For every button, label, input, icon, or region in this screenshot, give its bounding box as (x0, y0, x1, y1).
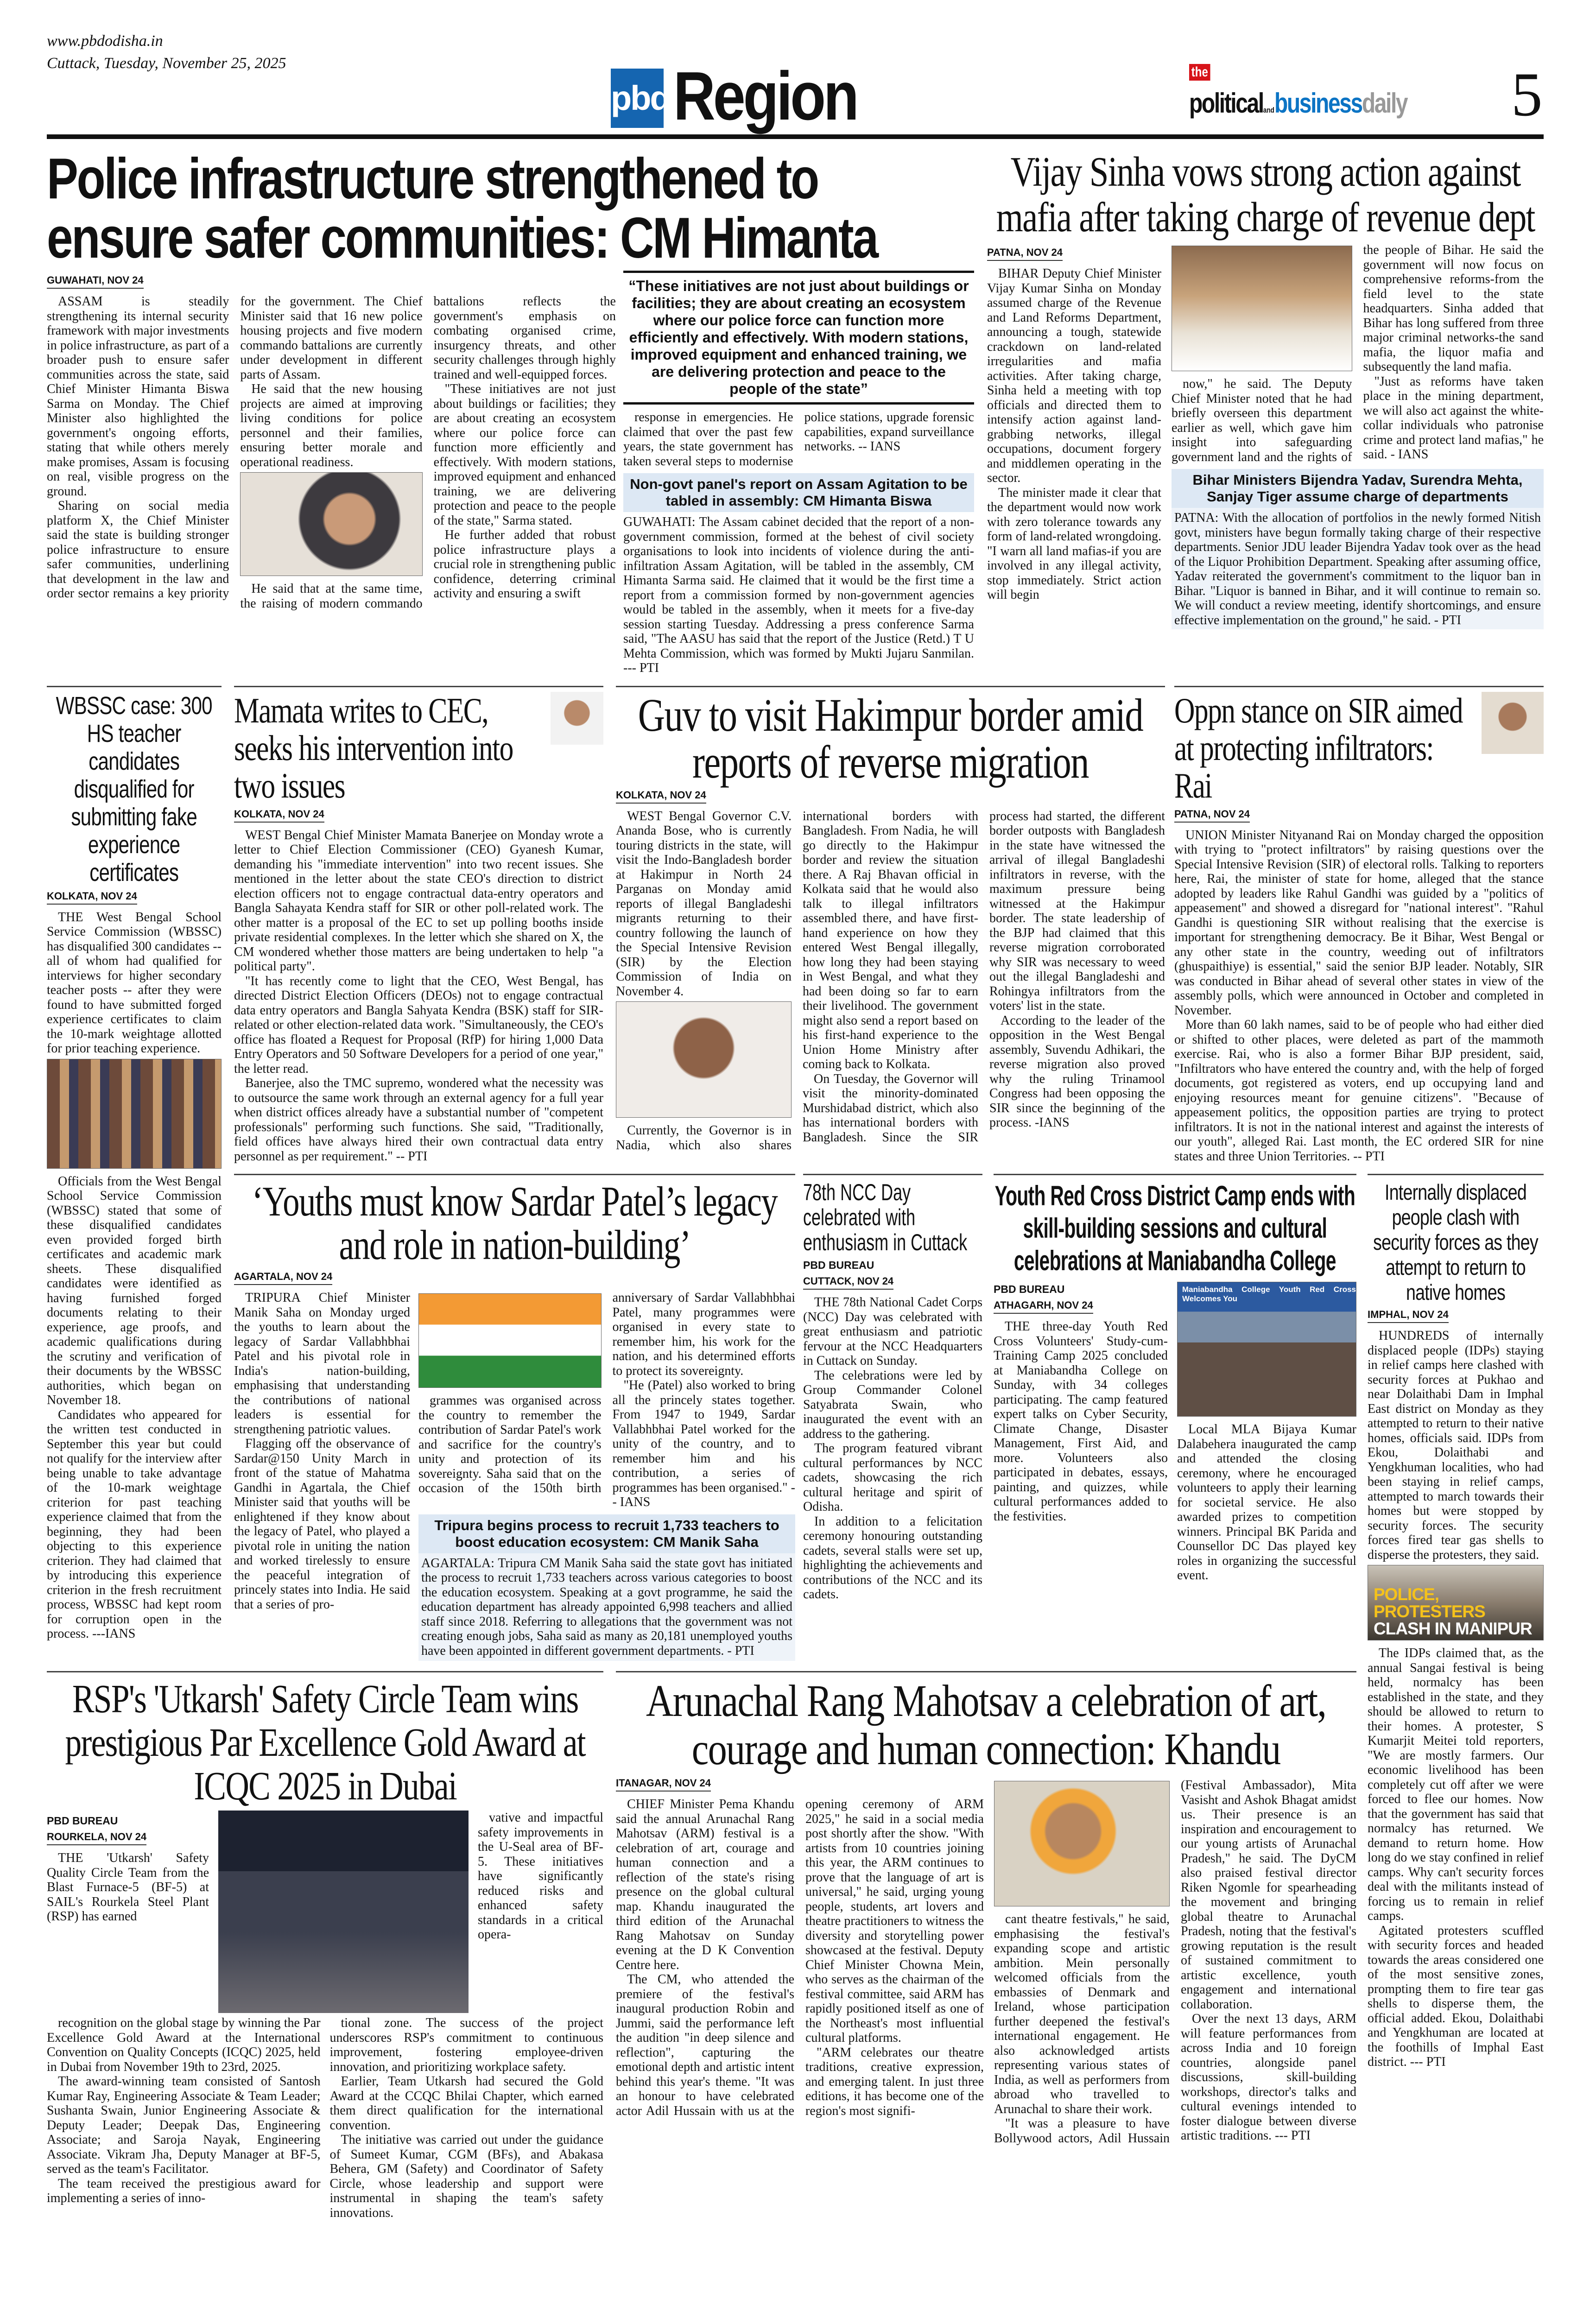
article-body (234, 1291, 410, 1612)
dateline: KOLKATA, NOV 24 (616, 789, 706, 804)
paragraph: The team received the prestigious award for implementing a series of inno- (47, 2176, 321, 2205)
masthead-business: business (1274, 88, 1362, 119)
paragraph: He said that the new housing projects are aimed at improving living conditions for police personnel and their families, ensuring better morale and operational readiness. (240, 382, 423, 469)
paragraph: He said that at the same time, the raising of modern commando battalions reflects the government's emphasis on combating organised crime, insurgency threats, and other security challenges through highly trained and well-equipped forces. (240, 294, 616, 611)
pema-khandu-photo (994, 1781, 1170, 1906)
article-arunachal-rang-mahotsav (616, 1671, 1356, 2220)
article-body (987, 266, 1161, 602)
headline: Internally displaced people clash with security forces as they attempt to return to native homes (1373, 1180, 1538, 1304)
paragraph: On Tuesday, the Governor will visit the minority-dominated Murshidabad district, which also has international borders with Bangladesh. Since the SIR process had started, the different border outposts with Bangladesh in the state have witnessed the arrival of illegal Bangladeshi infiltrators in reverse, with the maximum pressure being witnessed at the Hakimpur border. The state leadership of the BJP had claimed that this reverse migration corroborated why SIR was necessary to weed out the illegal Bangladeshi and Rohingya infiltrators from the voters' list in the state. (803, 809, 1165, 1145)
paragraph: Sharing on social media platform X, the Chief Minister said the state is building stronger police infrastructure to ensure safer communities, underlining that development in the law and order sector remains a key priority for the government. The Chief Minister said that 16 new police housing projects and five modern commando battalions are currently under development in different parts of Assam. (47, 294, 423, 601)
article-body (234, 828, 603, 1164)
dateline: IMPHAL, NOV 24 (1368, 1309, 1449, 1323)
paragraph: The celebrations were led by Group Commander Colonel Satyabrata Swain, who inaugurated the event with an address to the gathering. (803, 1368, 982, 1441)
sidebar-body: AGARTALA: Tripura CM Manik Saha said the state govt has initiated the process to recruit 1,733 teachers across various categories to boost the education ecosystem. Speaking at a govt programme, he said the education department has already appointed 6,998 teachers and allied staff since 2018. Referring to allegations that the government was not creating enough jobs, Saha said as many as 20,181 unemployed youths have been appointed in different government departments. - PTI (418, 1553, 795, 1661)
article-body-continued (623, 410, 974, 468)
website-url[interactable]: www.pbdodisha.in (47, 32, 163, 50)
page-header (47, 0, 1544, 142)
dateline: ROURKELA, NOV 24 (47, 1831, 146, 1845)
nityanand-rai-photo (1482, 692, 1544, 754)
sidebar-story (623, 473, 974, 676)
headline: 78th NCC Day celebrated with enthusiasm in Cuttack (803, 1179, 968, 1255)
paragraph: Officials from the West Bengal School Service Commission (WBSSC) stated that some of these disqualified candidates even provided forged birth certificates and academic mark sheets. These disqualified candidates were identified as having furnished forged documents relating to their experience, age proofs, and academic qualifications during the scrutiny and verification of their documents by the WBSSC authorities, which began on November 18. (47, 1174, 222, 1407)
sidebar-story (418, 1514, 795, 1661)
paragraph: More than 60 lakh names, said to be of people who had either died or shifted to other places, were deleted as part of the mammoth exercise. Rai, who is also a former Bihar BJP president, said, "Infiltrators who have entered the country and, with the help of forged documents, got registered as voters, end up occupying land and enjoying resources meant for genuine citizens". "Because of appeasement politics, the opposition parties are trying to protect infiltrators. It is not in the national interest and against the interests of our youth", alleged Rai. Last month, the EC ordered SIR for nine states and three Union Territories. -- PTI (1174, 1018, 1544, 1164)
paragraph: According to the leader of the opposition in the West Bengal assembly, Suvendu Adhikari, the reverse migration also proved why the ruling Trinamool Congress had been opposing the SIR since the beginning of the process. -IANS (989, 1013, 1165, 1130)
paragraph: grammes was organised across the country to remember the contribution of Sardar Patel's work and sacrifice for the country's unity and protection of its sovereignty. Saha said that on the occasion of the 150th birth anniversary of Sardar Vallabhbhai Patel, many programmes were organised in every state to remember him, his work for the nation, and his determined efforts to protect its sovereignty. (418, 1291, 795, 1495)
headline: RSP's 'Utkarsh' Safety Circle Team wins prestigious Par Excellence Gold Award at ICQC 2025 in Dubai (65, 1676, 585, 1808)
mamata-banerjee-photo (551, 692, 603, 745)
article-oppn-sir (1174, 686, 1544, 1164)
paragraph: Banerjee, also the TMC supremo, wondered what the necessity was to outsource the same work through an external agency for a full year when district offices already have a substantial number of "competent professionals" performing such functions. She said, "Traditionally, field offices have always hired their own contractual data entry personnel as per requirement." -- PTI (234, 1076, 603, 1164)
paragraph: ASSAM is steadily strengthening its internal security framework with major investments in police infrastructure, as part of a broader push to ensure safer communities across the state, said Chief Minister Himanta Biswa Sarma on Monday. The Chief Minister also highlighted the government's ongoing efforts, stating that while others merely make promises, Assam is focusing on real, visible progress on the ground. (47, 294, 229, 499)
paragraph: WEST Bengal Chief Minister Mamata Banerjee on Monday wrote a letter to Chief Election Commissioner (CEO) Gyanesh Kumar, demanding his "immediate intervention" into two recent issues. She mentioned in the letter about the state CEO's direction to district election officers not to engage contractual data-entry operators and Bangla Sahayata Kendra staff for SIR or other poll-related work. The other matter is a proposal of the EC to set up polling booths inside private residential complexes. In the letter which she shared on X, the CM wondered whether those matters are being undertaken to help "a political party". (234, 828, 603, 974)
paragraph: He further added that robust police infrastructure plays a crucial role in strengthening public confidence, deterring criminal activity and ensuring a swift (433, 528, 616, 601)
paragraph: Local MLA Bijaya Kumar Dalabehera inaugurated the camp and attended the closing ceremony, where he encouraged volunteers to apply their learning for societal service. He also awarded prizes to competition winners. Principal BK Parida and Counsellor DC Das played key roles in organizing the successful event. (1177, 1422, 1356, 1583)
article-body (994, 1319, 1168, 1524)
article-body-continued (1177, 1279, 1356, 1583)
paragraph: The IDPs claimed that, as the annual Sangai festival is being held, normalcy has been established in the state, and they should be allowed to return to their homes. A protester, S Kumarjit Meitei told reporters, "We are mostly farmers. Our economic livelihood has been completely cut off after we were forced to flee our homes. Now that the government has said that normalcy has returned. We demand to return home. How long do we stay confined in relief camps. Why can't security forces deal with the militants instead of forcing us to remain in relief camps. (1368, 1646, 1544, 1923)
article-body (803, 1295, 982, 1602)
pull-quote: “These initiatives are not just about buildings or facilities; they are about creating an ecosystem where our police force can function more efficiently and effectively. With modern stations, improved equipment and enhanced training, we are delivering protection and peace to the people of the state” (623, 271, 974, 405)
paragraph: UNION Minister Nityanand Rai on Monday charged the opposition with trying to "protect infiltrators" by raising questions over the Special Intensive Revision (SIR) of electoral rolls. Talking to reporters here, Rai, the minister of state for home, alleged that the stance adopted by leaders like Rahul Gandhi was guided by a "politics of appeasement" and showed a disregard for "national interest". "Rahul Gandhi is questioning SIR without realising that the exercise is important for strengthening democracy. Be it Bihar, West Bengal or any other state in the country, weeding out of infiltrators (ghuspaithiye) is essential," said the senior BJP leader. Notably, SIR was conducted in Bihar ahead of several other states in view of the assembly polls, which were announced in October and completed in November. (1174, 828, 1544, 1018)
header-rule (47, 134, 1544, 139)
sidebar-body: PATNA: With the allocation of portfolios in the newly formed Nitish govt, ministers have begun formally taking charge of their respective departments. Senior JDU leader Bijendra Yadav took over as the head of the Liquor Prohibition Department. Speaking after assuming office, Yadav reiterated the government's commitment to the liquor ban in Bihar. "Liquor is banned in Bihar, and it will continue to remain so. We will conduct a review meeting, identify shortcomings, and ensure effective implementation on the ground," he said. - PTI (1174, 511, 1541, 627)
paragraph: "It was a pleasure to have Bollywood actors, Adil Hussain (Festival Ambassador), Mita Vasisht and Ashok Bhagat amidst us. Their presence is an inspiration and encouragement to our young artists of Arunachal Pradesh," he said. The DyCM also praised festival director Riken Ngomle for spearheading the movement and bringing global theatre to Arunachal Pradesh, noting that the festival's growing reputation is the result of sustained commitment to artistic excellence, youth engagement and international collaboration. (994, 1778, 1356, 2146)
paragraph: In addition to a felicitation ceremony honouring outstanding cadets, several stalls were set up, highlighting the achievements and contributions of the NCC and its cadets. (803, 1514, 982, 1602)
paragraph: "These initiatives are not just about buildings or facilities; they are about creating an ecosystem where our police force can function more efficiently and effectively. With modern stations, improved equipment and enhanced training, we are delivering protection and peace to the people of the state," Sarma stated. (433, 382, 616, 528)
masthead-daily: daily (1362, 88, 1407, 119)
dateline: PATNA, NOV 24 (987, 247, 1063, 261)
paragraph: Over the next 13 days, ARM will feature performances from across India and 10 foreign countries, alongside panel discussions, skill-building workshops, director's talks and cultural evenings intended to foster dialogue between diverse artistic traditions. --- PTI (1181, 2012, 1356, 2143)
sidebar-headline: Tripura begins process to recruit 1,733 teachers to boost education ecosystem: CM Manik Saha (418, 1514, 795, 1553)
article-wbssc (47, 686, 222, 1661)
article-body (47, 910, 222, 1641)
paragraph: Earlier, Team Utkarsh had secured the Gold Award at the CCQC Bhilai Chapter, which earned them direct qualification for the international convention. (329, 2074, 603, 2133)
paragraph: The CM, who attended the premiere of the festival's inaugural production Robin and Jummi, said the performance left the audition "in deep silence and reflection", capturing the emotional depth and artistic intent behind this year's theme. "It was an honour to have celebrated actor Adil Hussain with us at the opening ceremony of ARM 2025," he said in a social media post shortly after the show. "With artists from 10 countries joining this year, the ARM continues to prove that the language of art is universal," he said, urging young people, students, art lovers and theatre practitioners to witness the diversity and storytelling power showcased at the festival. Deputy Chief Minister Chowna Mein, who serves as the chairman of the festival committee, said ARM has rapidly positioned itself as one of the Northeast's most influential cultural platforms. (616, 1797, 984, 2118)
sidebar-story (1172, 469, 1544, 629)
manipur-clash-photo (1368, 1565, 1544, 1640)
article-police-infrastructure (47, 149, 974, 676)
paragraph: TRIPURA Chief Minister Manik Saha on Monday urged the youths to learn about the legacy of Sardar Vallabhbhai Patel and his pivotal role in India's nation-building, emphasising that understanding the contributions of national leaders is essential for strengthening patriotic values. (234, 1291, 410, 1437)
dateline: KOLKATA, NOV 24 (47, 890, 137, 905)
article-sardar-patel (234, 1174, 795, 1661)
award-team-photo (218, 1811, 469, 2013)
masthead-logo (1189, 64, 1407, 126)
paragraph: CHIEF Minister Pema Khandu said the annual Arunachal Rang Mahotsav (ARM) festival is a celebration of art, courage and human connection and a reflection of the state's rising presence on the global cultural map. Khandu inaugurated the third edition of the Arunachal Rang Mahotsav on Sunday evening at the D K Convention Centre here. (616, 1797, 794, 1972)
paragraph: Agitated protesters scuffled with security forces and headed towards the areas considered one of the most sensitive zones, prompting them to fire tear gas shells to disperse them, the official added. Ekou, Dolaithabi and Yengkhuman are located at the foothills of Imphal East district. --- PTI (1368, 1923, 1544, 2069)
headline: Oppn stance on SIR aimed at protecting infiltrators: Rai (1174, 690, 1463, 805)
newspaper-page (47, 0, 1544, 2220)
candidates-photo (47, 1059, 222, 1169)
red-cross-camp-photo (1177, 1282, 1356, 1417)
paragraph: THE three-day Youth Red Cross Volunteers' Study-cum-Training Camp 2025 concluded at Maniabandha College on Sunday, with 34 colleges participating. The camp featured expert talks on Cyber Security, Climate Change, Disaster Management, First Aid, and more. Volunteers also participated in debates, essays, painting, and quizzes, while cultural performances added to the festivities. (994, 1319, 1168, 1524)
section-title: Region (673, 58, 857, 134)
article-body (1174, 828, 1544, 1164)
vijay-sinha-photo (1172, 246, 1352, 371)
article-body-continued (994, 1778, 1356, 2146)
article-body (616, 809, 1165, 1153)
pbd-logo: pbd (611, 69, 664, 128)
article-manipur-idp (1368, 1174, 1544, 2220)
paragraph: Flagging off the observance of Sardar@150 Unity March in front of the statue of Mahatma Gandhi in Agartala, the Chief Minister said that youths will be enlightened if they know about the legacy of Patel, who played a pivotal role in uniting the nation and worked tirelessly to ensure the peaceful integration of princely states into India. He said that a series of pro- (234, 1437, 410, 1612)
paragraph: vative and impactful safety improvements in the U-Seal area of BF-5. These initiatives have significantly reduced risks and enhanced safety standards in a critical opera- (478, 1811, 603, 1942)
dateline: ITANAGAR, NOV 24 (616, 1777, 711, 1792)
headline: ‘Youths must know Sardar Patel’s legacy and role in nation-building’ (252, 1178, 778, 1268)
manik-saha-photo (418, 1293, 602, 1388)
governor-photo (616, 1001, 792, 1118)
masthead-the: the (1189, 64, 1210, 81)
sidebar-headline: Non-govt panel's report on Assam Agitation to be tabled in assembly: CM Himanta Biswa (623, 473, 974, 512)
article-body (47, 294, 616, 611)
paragraph: Currently, the Governor is in Nadia, which also shares international borders with Bangladesh. From Nadia, he will go directly to the Hakimpur border and review the situation there. A Raj Bhavan official in Kolkata said that he would also talk to illegal infiltrators assembled there, and have first-hand experience on how they entered West Bengal illegally, how long they had been staying in West Bengal, and what they had been doing so far to earn their livelihood. The government might also send a report based on his first-hand experience to the Union Home Ministry after coming back to Kolkata. (616, 809, 978, 1152)
paragraph: recognition on the global stage by winning the Par Excellence Gold Award at the International Convention on Quality Concepts (ICQC) 2025, held in Dubai from November 19th to 23rd, 2025. (47, 2016, 321, 2074)
dateline: GUWAHATI, NOV 24 (47, 274, 144, 289)
paragraph: THE 'Utkarsh' Safety Quality Circle Team from the Blast Furnace-5 (BF-5) at SAIL's Rourkela Steel Plant (RSP) has earned (47, 1851, 209, 1924)
article-youth-red-cross (994, 1174, 1356, 1661)
photo-banner-text: Maniabandha College Youth Red Cross Welcomes You (1182, 1285, 1356, 1303)
edition-date: Cuttack, Tuesday, November 25, 2025 (47, 55, 286, 72)
headline: Vijay Sinha vows strong action against mafia after taking charge of revenue dept (996, 148, 1535, 241)
headline: Mamata writes to CEC, seeks his intervention into two issues (234, 690, 513, 805)
dateline: PATNA, NOV 24 (1174, 808, 1250, 823)
cm-himanta-photo (240, 472, 422, 576)
paragraph: response in emergencies. He claimed that over the past few years, the state government has taken several steps to modernise police stations, upgrade forensic capabilities, expand surveillance networks. -- IANS (623, 410, 974, 468)
paragraph: THE 78th National Cadet Corps (NCC) Day was celebrated with great enthusiasm and patriotic fervour at the NCC Headquarters in Cuttack on Sunday. (803, 1295, 982, 1368)
page-number: 5 (1511, 60, 1543, 129)
sidebar-body: GUWAHATI: The Assam cabinet decided that the report of a non-government commission, formed at the behest of civil society organisations to look into incidents of violence during the anti-infiltration Assam Agitation, will be tabled in the assembly, CM Himanta Sarma said. He claimed that it would be the first time a report from a commission formed by non-government agencies would be tabled in the assembly, when it meets for a five-day session starting Tuesday. Addressing a press conference Sarma said, "The AASU has said that the report of the Justice (Retd.) T U Mehta Commission, which was formed by Mukti Jujaru Sanmilan. --- PTI (623, 515, 974, 675)
paragraph: "It has recently come to light that the CEO, West Bengal, has directed District Election Officers (DEOs) not to engage contractual data entry operators and Bangla Sahyata Kendra (BSK) staff for SIR-related or other election-related data work. "Simultaneously, the CEO's office has floated a Request for Proposal (RfP) for hiring 1,000 Data Entry Operators and 50 Software Developers for a period of one year," the letter read. (234, 974, 603, 1076)
byline: PBD BUREAU (47, 1815, 118, 1827)
article-body (1368, 1329, 1544, 2070)
paragraph: tional zone. The success of the project underscores RSP's commitment to continuous improvement, fostering employee-driven innovation, and prioritizing workplace safety. (329, 2016, 603, 2074)
paragraph: Candidates who appeared for the written test conducted in September this year but could not qualify for the interview after being unable to take advantage of the 10-mark weightage criterion for past teaching experience claimed that from the beginning, they had been objecting to this experience criterion. They had claimed that by introducing this experience criterion in the fresh recruitment process, WBSSC had kept room for corruption open in the process. ---IANS (47, 1407, 222, 1641)
headline: Arunachal Rang Mahotsav a celebration of art, courage and human connection: Khandu (646, 1676, 1326, 1774)
headline: Guv to visit Hakimpur border amid reports of reverse migration (638, 689, 1143, 788)
headline: WBSSC case: 300 HS teacher candidates disqualified for submitting fake experience certificates (56, 691, 212, 886)
paragraph: WEST Bengal Governor C.V. Ananda Bose, who is currently touring districts in the state, will visit the Indo-Bangladesh border at Hakimpur in North 24 Parganas on Monday amid reports of illegal Bangladeshi migrants returning to their country following the launch of the Special Intensive Revision (SIR) by the Election Commission of India on November 4. (616, 809, 792, 999)
sidebar-headline: Bihar Ministers Bijendra Yadav, Surendra Mehta, Sanjay Tiger assume charge of departments (1172, 469, 1544, 508)
article-body (47, 2016, 321, 2206)
byline: PBD BUREAU (803, 1259, 874, 1271)
headline: Youth Red Cross District Camp ends with skill-building sessions and cultural celebrations at Maniabandha College (994, 1180, 1355, 1276)
article-body-continued (418, 1291, 795, 1510)
article-body-continued (1172, 243, 1544, 464)
lower-section (47, 686, 1544, 2221)
masthead-and: and (1263, 106, 1274, 114)
photo-caption: POLICE, PROTESTERS CLASH IN MANIPUR (1374, 1585, 1532, 1638)
article-governor-hakimpur (616, 686, 1165, 1164)
paragraph: "Just as reforms have taken place in the mining department, we will also act against the white-collar individuals who patronise crime and protect land mafias," he said. - IANS (1363, 374, 1544, 462)
top-row (47, 149, 1544, 676)
article-mamata (234, 686, 603, 1164)
dateline: CUTTACK, NOV 24 (803, 1275, 893, 1290)
paragraph: cant theatre festivals," he said, emphasising the festival's expanding scope and artistic ambition. Mein personally welcomed officials from the embassies of Denmark and Ireland, whose participation further deepened the festival's international engagement. He also acknowledged artists representing various states of India, as well as performers from abroad who travelled to Arunachal to share their work. (994, 1912, 1170, 2116)
article-body (330, 2016, 604, 2220)
byline: PBD BUREAU (994, 1283, 1065, 1295)
article-body (47, 1851, 209, 1924)
headline: Police infrastructure strengthened to ensure safer communities: CM Himanta (47, 147, 877, 270)
dateline: AGARTALA, NOV 24 (234, 1271, 332, 1285)
paragraph: The award-winning team consisted of Santosh Kumar Ray, Engineering Associate & Team Leader; Sushanta Swain, Junior Engineering Associate & Deputy Leader; Deepak Das, Engineering Associate; and Saroja Nayak, Engineering Associate. Vikram Jha, Deputy Manager at BF-5, served as the team's Facilitator. (47, 2074, 321, 2176)
paragraph: THE West Bengal School Service Commission (WBSSC) has disqualified 300 candidates -- all of whom had qualified for interviews for higher secondary teacher posts -- after they were found to have submitted forged experience certificates to claim the 10-mark weightage allotted for prior teaching experience. (47, 910, 222, 1056)
article-body (478, 1811, 603, 1942)
paragraph: BIHAR Deputy Chief Minister Vijay Kumar Sinha on Monday assumed charge of the Revenue and Land Reforms Department, announcing a tough, statewide crackdown on land-related irregularities and mafia activities. After taking charge, Sinha held a meeting with top officials and directed them to intensify action against land-grabbing networks, illegal occupations, document forgery and middlemen operating in the sector. (987, 266, 1161, 485)
paragraph: HUNDREDS of internally displaced people (IDPs) staying in relief camps here clashed with security forces at Pukhao and near Dolaithabi Dam in Imphal East district on Monday as they attempted to return to their native homes, officials said. IDPs from Ekou, Dolaithabi and Yengkhuman localities, who had been staying in relief camps, attempted to march towards their homes but were stopped by security forces. The security forces fired tear gas shells to disperse the protesters, they said. (1368, 1329, 1544, 1562)
masthead-political: political (1189, 88, 1263, 119)
article-vijay-sinha (987, 149, 1544, 676)
paragraph: The minister made it clear that the department would now work with zero tolerance towards any form of land-related wrongdoing. "I warn all land mafias-if you are involved in any illegal activity, stop immediately. Strict action will begin (987, 485, 1161, 602)
paragraph: The initiative was carried out under the guidance of Sumeet Kumar, CGM (BFs), and Abakasa Behera, GM (Safety) and Coordinator of Safety Circle, whose leadership and support were instrumental in shaping the team's safety innovations. (329, 2133, 603, 2220)
article-body (616, 1797, 984, 2118)
paragraph: The program featured vibrant cultural performances by NCC cadets, showcasing the rich cultural heritage and spirit of Odisha. (803, 1441, 982, 1514)
paragraph: "ARM celebrates our theatre traditions, creative expression, and emerging talent. In just three editions, it has become one of the region's most signifi- (805, 2045, 984, 2118)
article-ncc-day (803, 1174, 982, 1661)
article-rsp-utkarsh (47, 1671, 603, 2220)
dateline: KOLKATA, NOV 24 (234, 808, 324, 823)
dateline: ATHAGARH, NOV 24 (994, 1299, 1093, 1314)
paragraph: "He (Patel) also worked to bring all the princely states together. From 1947 to 1949, Sardar Vallabhbhai Patel worked for the unity of the country, and to remember him and his contribution, a series of programmes has been organised." -- IANS (612, 1378, 795, 1509)
paragraph: now," he said. The Deputy Chief Minister noted that he had briefly overseen this department earlier as well, which gave him insight into safeguarding government land and the rights of the people of Bihar. He said the government will now focus on comprehensive reforms-from the field level to the state headquarters. Sinha added that Bihar has long suffered from three major criminal networks-the sand mafia, the liquor mafia and subsequently the land mafia. (1172, 243, 1544, 464)
